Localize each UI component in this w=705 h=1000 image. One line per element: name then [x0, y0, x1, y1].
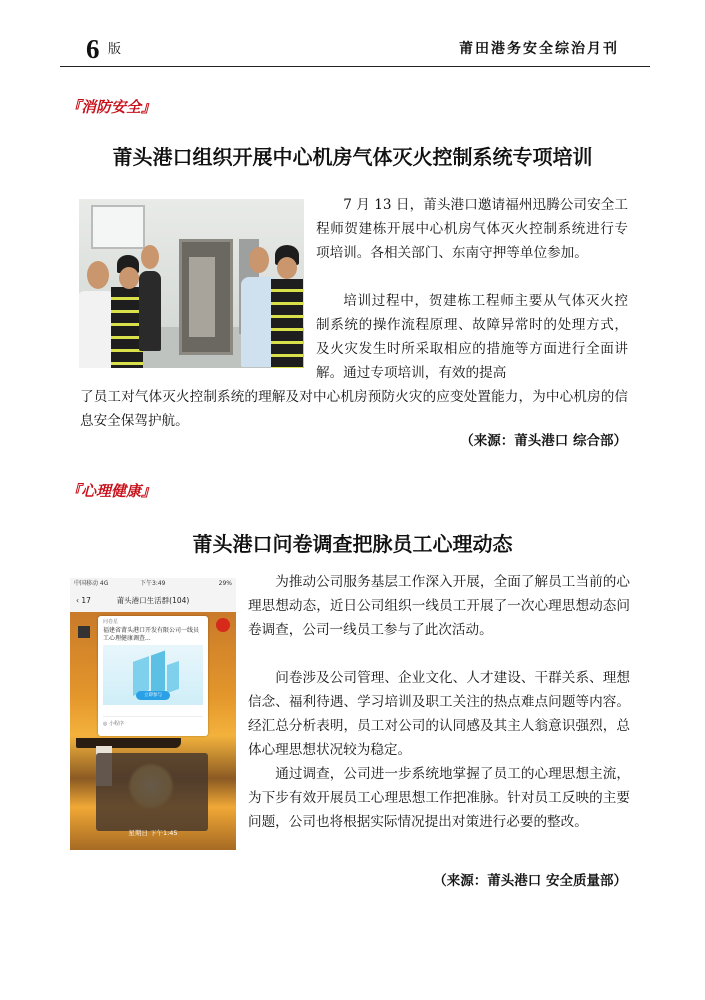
ship-silhouette	[76, 738, 181, 748]
wechat-screenshot	[70, 578, 236, 850]
guard-vest	[271, 279, 303, 368]
paragraph: 培训过程中，贺建栋工程师主要从气体灭火控制系统的操作流程原理、故障异常时的处理方式，及火灾发生时所采取相应的措施等方面进行全面讲解。通过专项培训，有效的提高	[316, 293, 628, 381]
header-divider	[60, 66, 650, 67]
paragraph: 问卷涉及公司管理、企业文化、人才建设、干群关系、理想信念、福利待遇、学习培训及职工关注的热点难点问题等内容。经汇总分析表明，员工对公司的认同感及其主人翁意识强烈，总体心理思想状况较为稳定。	[248, 670, 630, 758]
sender-avatar	[78, 626, 90, 638]
article-title-survey: 莆头港口问卷调查把脉员工心理动态	[192, 532, 513, 556]
notification-overlay	[96, 753, 208, 831]
source-credit: （来源：莆头港口 安全质量部）	[433, 873, 627, 889]
lock-time: 星期日 下午1:45	[128, 829, 178, 837]
page-number-suffix: 版	[108, 42, 122, 57]
source-credit: （来源：莆头港口 综合部）	[460, 433, 627, 449]
back-count: 17	[81, 596, 91, 605]
person-left	[79, 291, 115, 368]
article-title-fire-training: 莆头港口组织开展中心机房气体灭火控制系统专项培训	[112, 145, 593, 169]
status-time: 下午3:49	[140, 580, 166, 587]
section-tag-fire-safety: 『消防安全』	[66, 98, 157, 116]
chat-title-bar	[70, 590, 236, 613]
person-head	[87, 261, 109, 289]
card-footer: ◎ 小程序	[103, 716, 203, 731]
publication-title: 莆田港务安全综治月刊	[459, 41, 619, 57]
training-photo	[79, 199, 304, 368]
participate-button: 立即参与	[136, 691, 170, 700]
window-shape	[91, 205, 145, 249]
page-number: 6	[86, 34, 100, 64]
card-title: 福建省莆头港口开发有限公司一线员工心理健康调查...	[103, 627, 200, 642]
person-dark-shirt	[139, 271, 161, 351]
paragraph: 7 月 13 日，莆头港口邀请福州迅腾公司安全工程师贺建栋开展中心机房气体灭火控制系统进行专项培训。各相关部门、东南守押等单位参加。	[316, 197, 628, 261]
mini-program-card	[98, 616, 208, 736]
section-tag-mental-health: 『心理健康』	[66, 482, 157, 500]
status-bar	[70, 578, 236, 590]
person-head	[277, 257, 297, 279]
person-head	[119, 267, 139, 289]
paragraph: 通过调查，公司进一步系统地掌握了员工的心理思想主流，为下步有效开展员工心理思想工作把准脉。针对员工反映的主要问题，公司也将根据实际情况提出对策进行必要的整改。	[248, 766, 630, 830]
mini-program-label: 小程序	[108, 721, 124, 727]
carrier-label: 中国移动 4G	[74, 580, 109, 587]
paragraph: 了员工对气体灭火控制系统的理解及对中心机房预防火灾的应变处置能力，为中心机房的信息安全保驾护航。	[80, 389, 628, 429]
card-source: 问卷星	[103, 619, 119, 625]
person-head	[141, 245, 159, 269]
person-head	[249, 247, 269, 273]
group-name: 莆头港口生活群(104)	[116, 596, 190, 605]
paragraph: 为推动公司服务基层工作深入开展，全面了解员工当前的心理思想动态，近日公司组织一线员工开展了一次心理思想动态问卷调查，公司一线员工参与了此次活动。	[248, 574, 630, 638]
battery-label: 29%	[218, 580, 232, 587]
back-button: ‹ 17	[76, 596, 91, 605]
flag-avatar-icon	[216, 618, 230, 632]
